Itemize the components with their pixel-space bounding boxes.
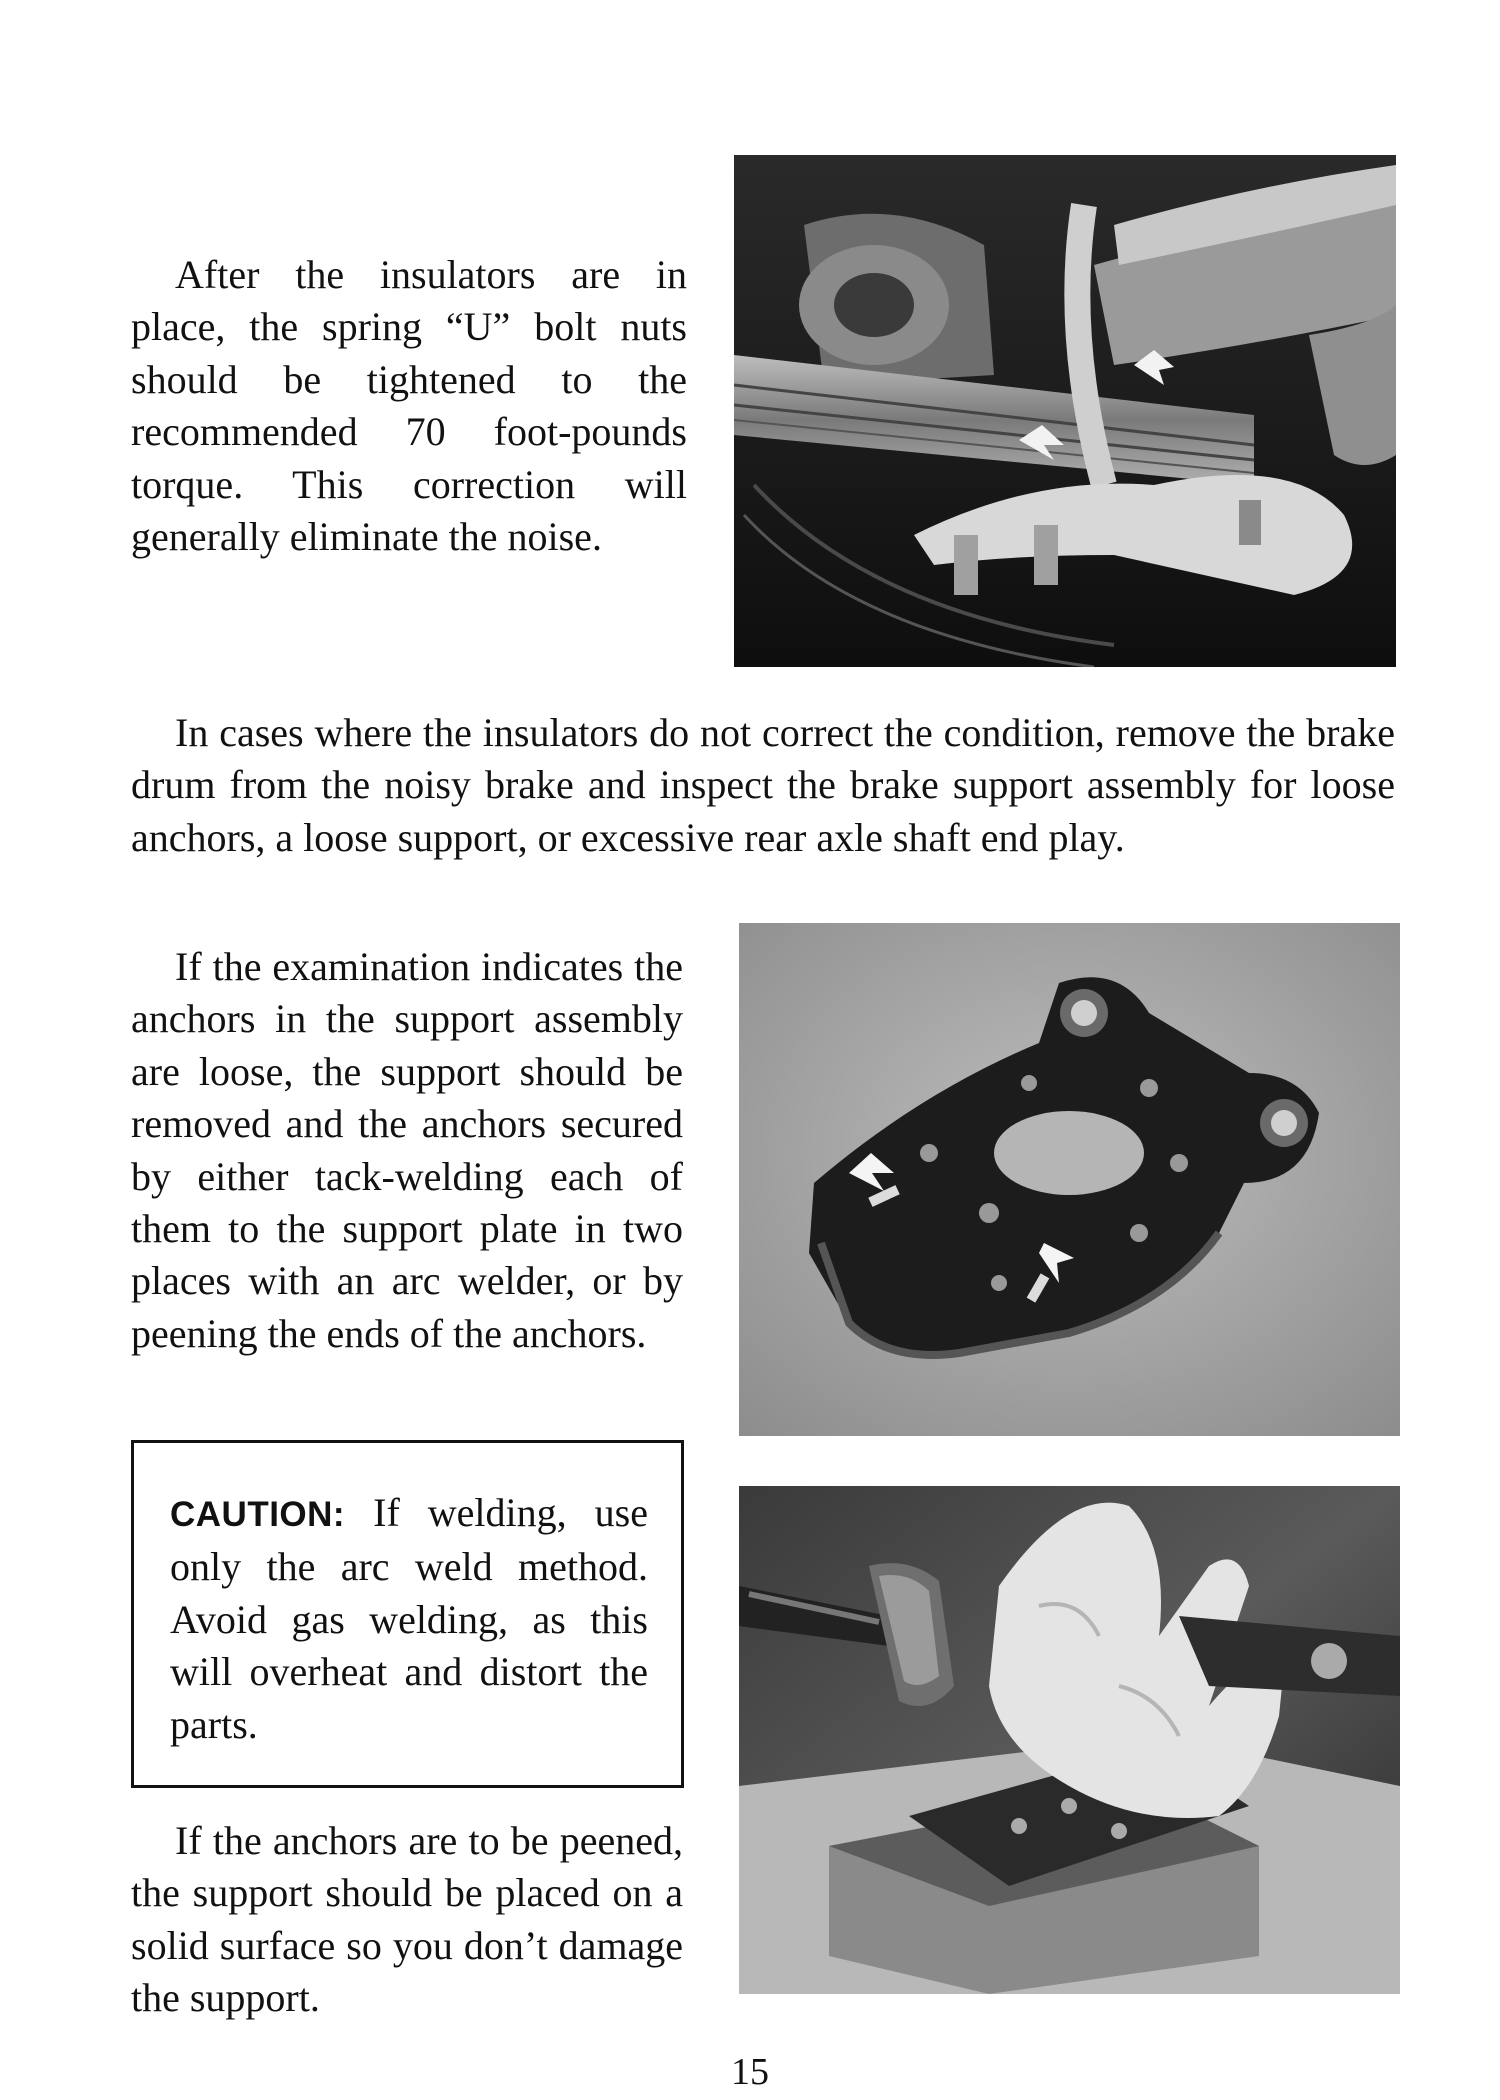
- paragraph-insulators: After the insulators are in place, the spring “U” bolt nuts should be tightened to the recommended 70 foot-pounds torque. This correction will generally eliminate the noise.: [131, 252, 687, 560]
- paragraph-remove-drum: In cases where the insulators do not correct the condition, remove the brake drum from the noisy brake and inspect the brake support assembly for loose anchors, a loose support, or excessive rear axle shaft end play.: [131, 710, 1395, 860]
- peening-hammer-photo: [739, 1486, 1400, 1994]
- page-number: 15: [731, 2051, 769, 2093]
- caution-body: If welding, use only the arc weld method. Avoid gas welding, as this will overheat and distort the parts.: [170, 1490, 648, 1747]
- caution-text: [170, 1487, 648, 1751]
- spring-u-bolt-photo: [734, 155, 1396, 667]
- paragraph-examination: If the examination indicates the anchors in the support assembly are loose, the support should be removed and the anchors secured by either tack-welding each of them to the support plate in two places with an arc welder, or by peening the ends of the anchors.: [131, 944, 683, 1356]
- caution-box: [131, 1440, 684, 1788]
- brake-support-plate-photo: [739, 923, 1400, 1436]
- caution-label: CAUTION:: [170, 1495, 346, 1534]
- paragraph-peened: If the anchors are to be peened, the support should be placed on a solid surface so you don’t damage the support.: [131, 1818, 683, 2021]
